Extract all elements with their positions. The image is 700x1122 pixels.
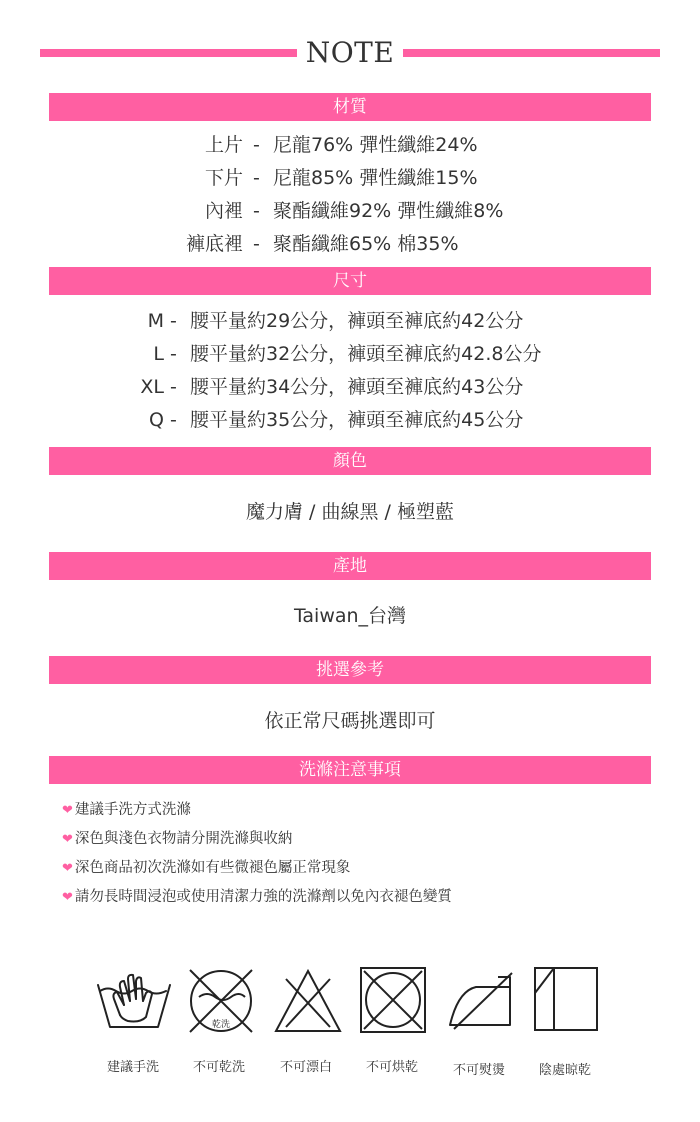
material-value: 尼龍76% 彈性纖維24% — [273, 134, 478, 156]
size-measurement: 腰平量約32公分，褲頭至褲底約42.8公分 — [190, 343, 542, 365]
material-value: 尼龍85% 彈性纖維15% — [273, 167, 478, 189]
material-row — [0, 129, 700, 161]
dry-in-shade-icon — [532, 965, 600, 1033]
washing-item — [62, 854, 350, 883]
material-part: 褲底裡 — [185, 233, 243, 255]
no-bleach-icon — [272, 965, 344, 1037]
heart-icon: ❤ — [62, 803, 73, 818]
material-row — [0, 195, 700, 227]
no-iron-icon — [446, 965, 518, 1037]
care-label: 陰處晾乾 — [538, 1063, 591, 1078]
size-code: M — [147, 310, 164, 332]
size-row — [0, 404, 700, 436]
material-dash: - — [253, 200, 260, 222]
section-header-guide: 挑選參考 — [49, 656, 651, 684]
care-label: 不可乾洗 — [192, 1060, 245, 1075]
material-part: 上片 — [204, 134, 243, 156]
care-label: 建議手洗 — [106, 1060, 159, 1075]
hand-wash-icon — [96, 965, 172, 1037]
size-measurement: 腰平量約35公分，褲頭至褲底約45公分 — [190, 409, 524, 431]
section-header-color: 顏色 — [49, 447, 651, 475]
section-header-washing: 洗滌注意事項 — [49, 756, 651, 784]
size-row — [0, 338, 700, 370]
heart-icon: ❤ — [62, 832, 73, 847]
size-guide-text: 依正常尺碼挑選即可 — [264, 710, 436, 732]
care-label: 不可烘乾 — [365, 1060, 418, 1075]
size-code: L — [153, 343, 164, 365]
size-measurement: 腰平量約29公分，褲頭至褲底約42公分 — [190, 310, 524, 332]
size-row — [0, 371, 700, 403]
washing-item — [62, 883, 452, 912]
material-row — [0, 228, 700, 260]
section-header-material: 材質 — [49, 93, 651, 121]
size-dash: - — [170, 376, 177, 398]
material-value: 聚酯纖維92% 彈性纖維8% — [273, 200, 504, 222]
washing-item-text: 深色商品初次洗滌如有些微褪色屬正常現象 — [74, 860, 351, 876]
care-label: 不可熨燙 — [452, 1063, 505, 1078]
washing-item — [62, 796, 191, 825]
material-dash: - — [253, 167, 260, 189]
origin-value: Taiwan_台灣 — [293, 605, 407, 627]
washing-item-text: 深色與淺色衣物請分開洗滌與收納 — [74, 831, 293, 847]
no-dry-clean-icon — [185, 965, 257, 1037]
dry-clean-label: 乾洗 — [211, 1020, 231, 1030]
material-dash: - — [253, 134, 260, 156]
material-value: 聚酯纖維65% 棉35% — [273, 233, 459, 255]
heart-icon: ❤ — [62, 890, 73, 905]
size-code: Q — [149, 409, 164, 431]
heart-icon: ❤ — [62, 861, 73, 876]
material-part: 內裡 — [204, 200, 243, 222]
size-dash: - — [170, 343, 177, 365]
size-measurement: 腰平量約34公分，褲頭至褲底約43公分 — [190, 376, 524, 398]
material-row — [0, 162, 700, 194]
material-dash: - — [253, 233, 260, 255]
size-row — [0, 305, 700, 337]
no-tumble-dry-icon — [358, 965, 428, 1035]
size-code: XL — [140, 376, 164, 398]
washing-item — [62, 825, 292, 854]
size-dash: - — [170, 409, 177, 431]
color-options: 魔力膚 / 曲線黑 / 極塑藍 — [246, 501, 454, 523]
note-divider-right — [403, 49, 660, 57]
section-header-size: 尺寸 — [49, 267, 651, 295]
note-title: NOTE — [305, 36, 395, 69]
washing-item-text: 請勿長時間浸泡或使用清潔力強的洗滌劑以免內衣褪色變質 — [74, 889, 452, 905]
washing-item-text: 建議手洗方式洗滌 — [74, 802, 191, 818]
material-part: 下片 — [204, 167, 243, 189]
care-label: 不可漂白 — [279, 1060, 332, 1075]
size-dash: - — [170, 310, 177, 332]
section-header-origin: 產地 — [49, 552, 651, 580]
note-header — [40, 36, 660, 70]
